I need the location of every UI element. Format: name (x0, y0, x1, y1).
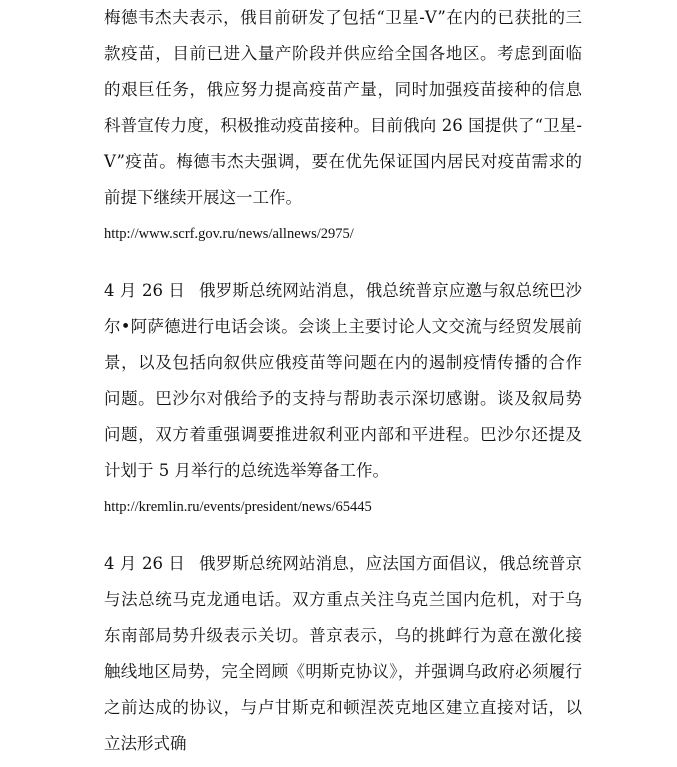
source-link-2[interactable]: http://kremlin.ru/events/president/news/65445 (104, 499, 372, 515)
spacer (104, 525, 582, 546)
source-link-1[interactable]: http://www.scrf.gov.ru/news/allnews/2975/ (104, 226, 354, 242)
document-page (104, 0, 582, 762)
paragraph-2-date: 4 月 26 日 (104, 281, 186, 300)
paragraph-2-text: 俄罗斯总统网站消息，俄总统普京应邀与叙总统巴沙尔•阿萨德进行电话会谈。会谈上主要讨论人文交流与经贸发展前景，以及包括向叙供应俄疫苗等问题在内的遏制疫情传播的合作问题。巴沙尔对俄给予的支持与帮助表示深切感谢。谈及叙局势问题，双方着重强调要推进叙利亚内部和平进程。巴沙尔还提及计划于 5 月举行的总统选举筹备工作。 (104, 281, 583, 480)
paragraph-3 (104, 546, 582, 762)
paragraph-1 (104, 0, 582, 216)
paragraph-3-text: 俄罗斯总统网站消息，应法国方面倡议，俄总统普京与法总统马克龙通电话。双方重点关注乌克兰国内危机，对于乌东南部局势升级表示关切。普京表示，乌的挑衅行为意在激化接触线地区局势，完全罔顾《明斯克协议》，并强调乌政府必须履行之前达成的协议，与卢甘斯克和顿涅茨克地区建立直接对话，以立法形式确 (104, 554, 583, 753)
spacer (104, 252, 582, 273)
paragraph-3-date: 4 月 26 日 (104, 554, 186, 573)
paragraph-1-text: 梅德韦杰夫表示，俄目前研发了包括“卫星-V”在内的已获批的三款疫苗，目前已进入量产阶段并供应给全国各地区。考虑到面临的艰巨任务，俄应努力提高疫苗产量，同时加强疫苗接种的信息科普宣传力度，积极推动疫苗接种。目前俄向 26 国提供了“卫星-V”疫苗。梅德韦杰夫强调，要在优先保证国内居民对疫苗需求的前提下继续开展这一工作。 (104, 8, 582, 207)
paragraph-2 (104, 273, 582, 489)
